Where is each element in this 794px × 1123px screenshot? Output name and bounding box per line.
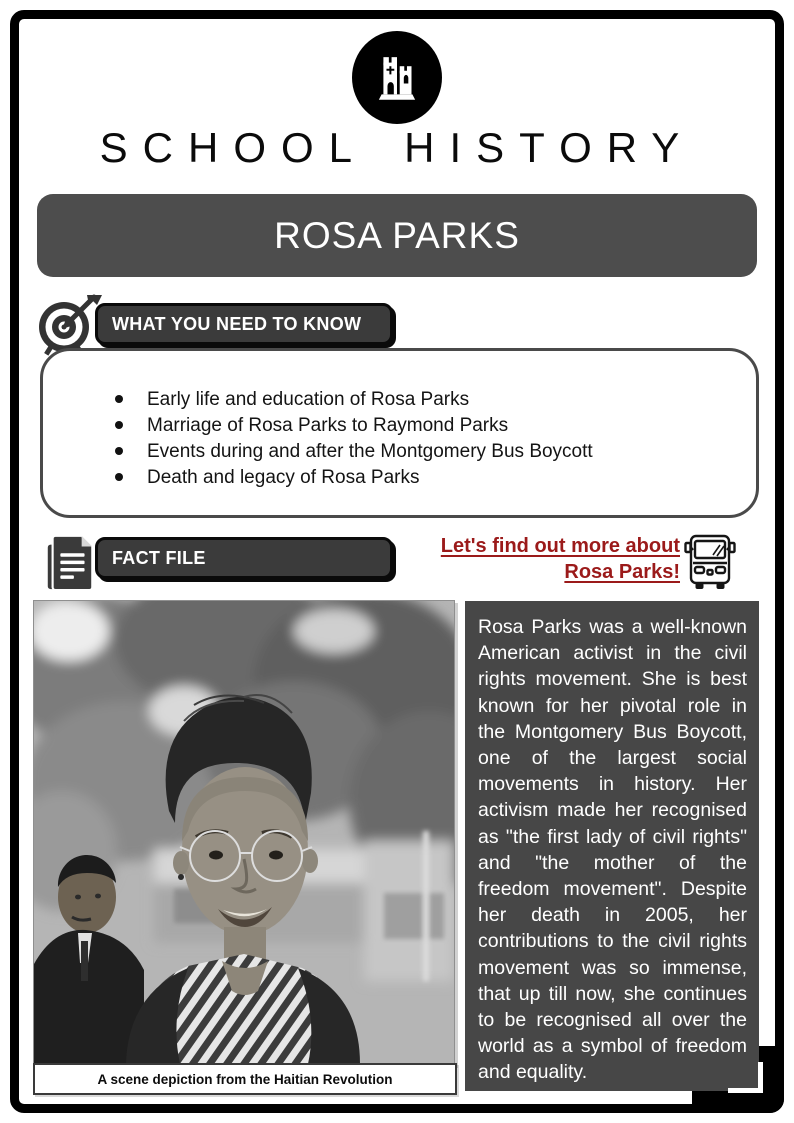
fact-file-label-bar [95, 537, 393, 579]
fact-file-label: FACT FILE [112, 547, 206, 568]
photo-caption-text: A scene depiction from the Haitian Revolution [97, 1071, 393, 1087]
list-item-text: Events during and after the Montgomery Bus Boycott [147, 441, 593, 462]
find-out-more-line2: Rosa Parks! [564, 561, 680, 583]
need-to-know-list [43, 351, 756, 491]
rosa-parks-photo [33, 600, 455, 1065]
castle-icon [368, 48, 426, 108]
bus-icon [684, 533, 736, 589]
bullet-icon [115, 395, 123, 403]
list-item [115, 413, 736, 439]
fact-file-text-panel [465, 601, 759, 1091]
page-title [37, 194, 757, 277]
bullet-icon [115, 447, 123, 455]
school-history-logo [352, 31, 442, 124]
find-out-more-line1: Let's find out more about [440, 535, 680, 557]
list-item [115, 387, 736, 413]
bullet-icon [115, 473, 123, 481]
list-item-text: Death and legacy of Rosa Parks [147, 467, 420, 488]
list-item-text: Early life and education of Rosa Parks [147, 389, 470, 410]
fact-file-body: Rosa Parks was a well-known American activist in the civil rights movement. She is best known for her pivotal role in the Montgomery Bus Boycott, one of the largest social movements in history. Her activism made her recognised as "the first lady of civil rights" and "the mother of the freedom movement". Despite her death in 2005, her contributions to the civil rights movement was so immense, that up till now, she continues to be recognised all over the world as a symbol of freedom and equality. [478, 616, 747, 1084]
list-item-text: Marriage of Rosa Parks to Raymond Parks [147, 415, 509, 436]
list-item [115, 439, 736, 465]
bullet-icon [115, 421, 123, 429]
document-icon [40, 531, 102, 593]
find-out-more-link[interactable] [390, 533, 680, 585]
photo-caption [33, 1063, 457, 1095]
need-to-know-label: WHAT YOU NEED TO KNOW [112, 313, 362, 334]
corner-accent-mark [728, 1088, 763, 1093]
list-item [115, 465, 736, 491]
brand-title: SCHOOL HISTORY [99, 124, 695, 171]
need-to-know-label-bar [95, 303, 393, 345]
page-title-text: ROSA PARKS [274, 214, 520, 256]
need-to-know-box [40, 348, 759, 518]
